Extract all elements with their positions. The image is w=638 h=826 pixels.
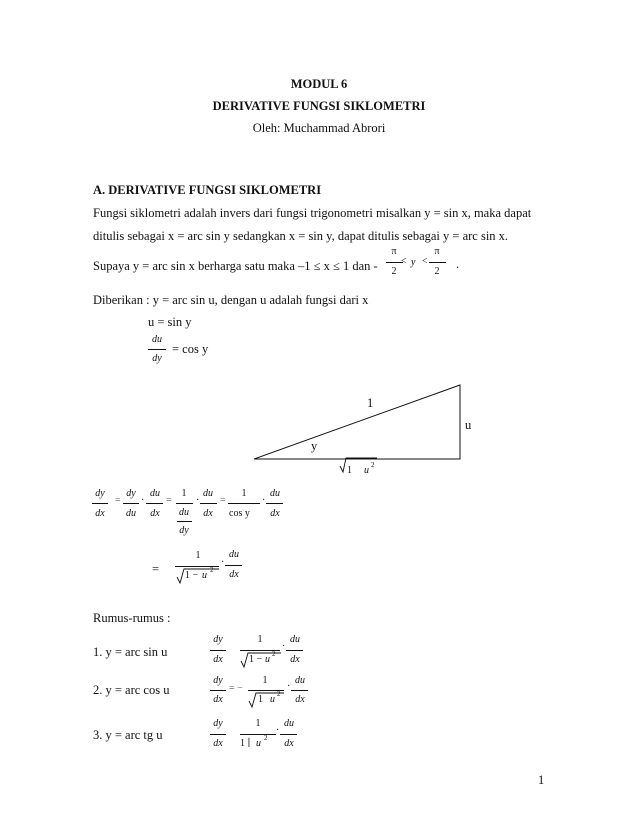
du-numerator: du (229, 549, 239, 560)
one-plus: 1 ∣ (240, 738, 251, 749)
one-numerator: 1 (257, 634, 263, 645)
formula-arc-cos: 2. y = arc cos u (93, 683, 170, 697)
u-equation: u = sin y (148, 315, 192, 329)
du-numerator: du (270, 488, 280, 499)
pi-symbol: π (391, 246, 397, 257)
fraction-bar (225, 565, 242, 566)
dx-denominator: dx (295, 694, 305, 705)
exponent-two: 2 (264, 734, 268, 742)
adjacent-one: 1 (347, 465, 352, 476)
du-numerator: du (290, 634, 300, 645)
less-than: < (401, 256, 407, 267)
variable-u: u (256, 738, 261, 749)
dx-denominator: dx (213, 654, 223, 665)
variable-u: u (202, 570, 207, 581)
negative-equals: = − (229, 683, 243, 694)
angle-label: y (311, 439, 318, 453)
du-numerator: du (284, 718, 294, 729)
dx-denominator: dx (229, 569, 239, 580)
formula-arc-tg: 3. y = arc tg u (93, 728, 163, 742)
dx-denominator: dx (95, 508, 105, 519)
denominator: 2 (434, 266, 440, 277)
paragraph-line: ditulis sebagai x = arc sin y sedangkan x = sin y, dapat ditulis sebagai y = arc sin x. (93, 229, 509, 243)
one-numerator: 1 (241, 488, 247, 499)
module-title: DERIVATIVE FUNGSI SIKLOMETRI (212, 99, 426, 113)
dy-numerator: dy (213, 718, 223, 729)
dy-numerator: dy (213, 675, 223, 686)
dx-denominator: dx (284, 738, 294, 749)
dx-denominator: dx (213, 738, 223, 749)
formula-arc-sin: 1. y = arc sin u (93, 645, 168, 659)
exponent-two: 2 (277, 690, 281, 698)
less-than: < (422, 256, 428, 267)
dot: · (287, 681, 291, 692)
dx-denominator: dx (203, 508, 213, 519)
page-number: 1 (538, 773, 545, 787)
section-heading: A. DERIVATIVE FUNGSI SIKLOMETRI (93, 183, 322, 197)
cos-equation: = cos y (172, 342, 209, 356)
dy-numerator: dy (213, 634, 223, 645)
dot: · (282, 641, 286, 652)
denominator: 2 (391, 266, 397, 277)
fraction-bar (123, 503, 139, 504)
one-numerator: 1 (262, 675, 268, 686)
author-line: Oleh: Muchammad Abrori (252, 121, 386, 135)
equals: = (115, 495, 121, 506)
exponent-two: 2 (210, 566, 214, 574)
module-number: MODUL 6 (290, 77, 348, 91)
hypotenuse-label: 1 (367, 396, 374, 410)
dx-denominator: dx (213, 694, 223, 705)
dy-denominator: dy (152, 353, 162, 364)
one-minus: 1 − (185, 570, 199, 581)
dot: · (196, 495, 200, 506)
condition-line: Supaya y = arc sin x berharga satu maka –1 ≤ x ≤ 1 dan - (93, 259, 378, 273)
fraction-bar (280, 734, 297, 735)
fraction-bar (210, 650, 226, 651)
dy-numerator: dy (95, 488, 105, 499)
du-numerator: du (152, 334, 162, 345)
exponent-two: 2 (272, 650, 276, 658)
du-numerator: du (203, 488, 213, 499)
du-numerator: du (295, 675, 305, 686)
one-numerator: 1 (181, 488, 187, 499)
fraction-bar (286, 650, 303, 651)
equals: = (220, 495, 226, 506)
fraction-bar (228, 503, 260, 504)
du-denominator: du (126, 508, 136, 519)
cos-y-denominator: cos y (229, 508, 250, 519)
one-numerator: 1 (195, 550, 201, 561)
fraction-bar (291, 690, 308, 691)
fraction-bar (92, 503, 108, 504)
adjacent-exponent: 2 (371, 461, 375, 469)
fraction-bar (240, 734, 276, 735)
dot: · (221, 557, 225, 568)
fraction-bar (266, 503, 283, 504)
fraction-bar (146, 503, 163, 504)
fraction-bar (210, 734, 226, 735)
equals: = (166, 495, 172, 506)
one-numerator: 1 (255, 718, 261, 729)
paragraph-line: Fungsi siklometri adalah invers dari fungsi trigonometri misalkan y = sin x, maka dapat (93, 206, 532, 220)
dy-inner: dy (179, 525, 189, 536)
equals: = (152, 562, 160, 576)
period: . (456, 257, 460, 271)
variable-u: u (270, 694, 275, 705)
fraction-bar (176, 503, 193, 504)
du-inner: du (179, 507, 189, 518)
variable-y: y (411, 257, 416, 268)
dot: · (262, 495, 266, 506)
adjacent-u: u (364, 465, 369, 476)
variable-u: u (265, 654, 270, 665)
dot: · (141, 495, 145, 506)
fraction-bar (200, 503, 217, 504)
rumus-heading: Rumus-rumus : (93, 611, 171, 625)
one-minus: 1 − (249, 654, 263, 665)
dot: · (276, 725, 280, 736)
opposite-label: u (465, 418, 472, 432)
fraction-bar (177, 521, 192, 522)
dx-denominator: dx (150, 508, 160, 519)
pi-symbol: π (434, 246, 440, 257)
dx-denominator: dx (290, 654, 300, 665)
du-numerator: du (150, 488, 160, 499)
given-line: Diberikan : y = arc sin u, dengan u adalah fungsi dari x (93, 293, 369, 307)
one: 1 (258, 694, 263, 705)
dy-numerator: dy (126, 488, 136, 499)
dx-denominator: dx (270, 508, 280, 519)
fraction-bar (210, 690, 226, 691)
